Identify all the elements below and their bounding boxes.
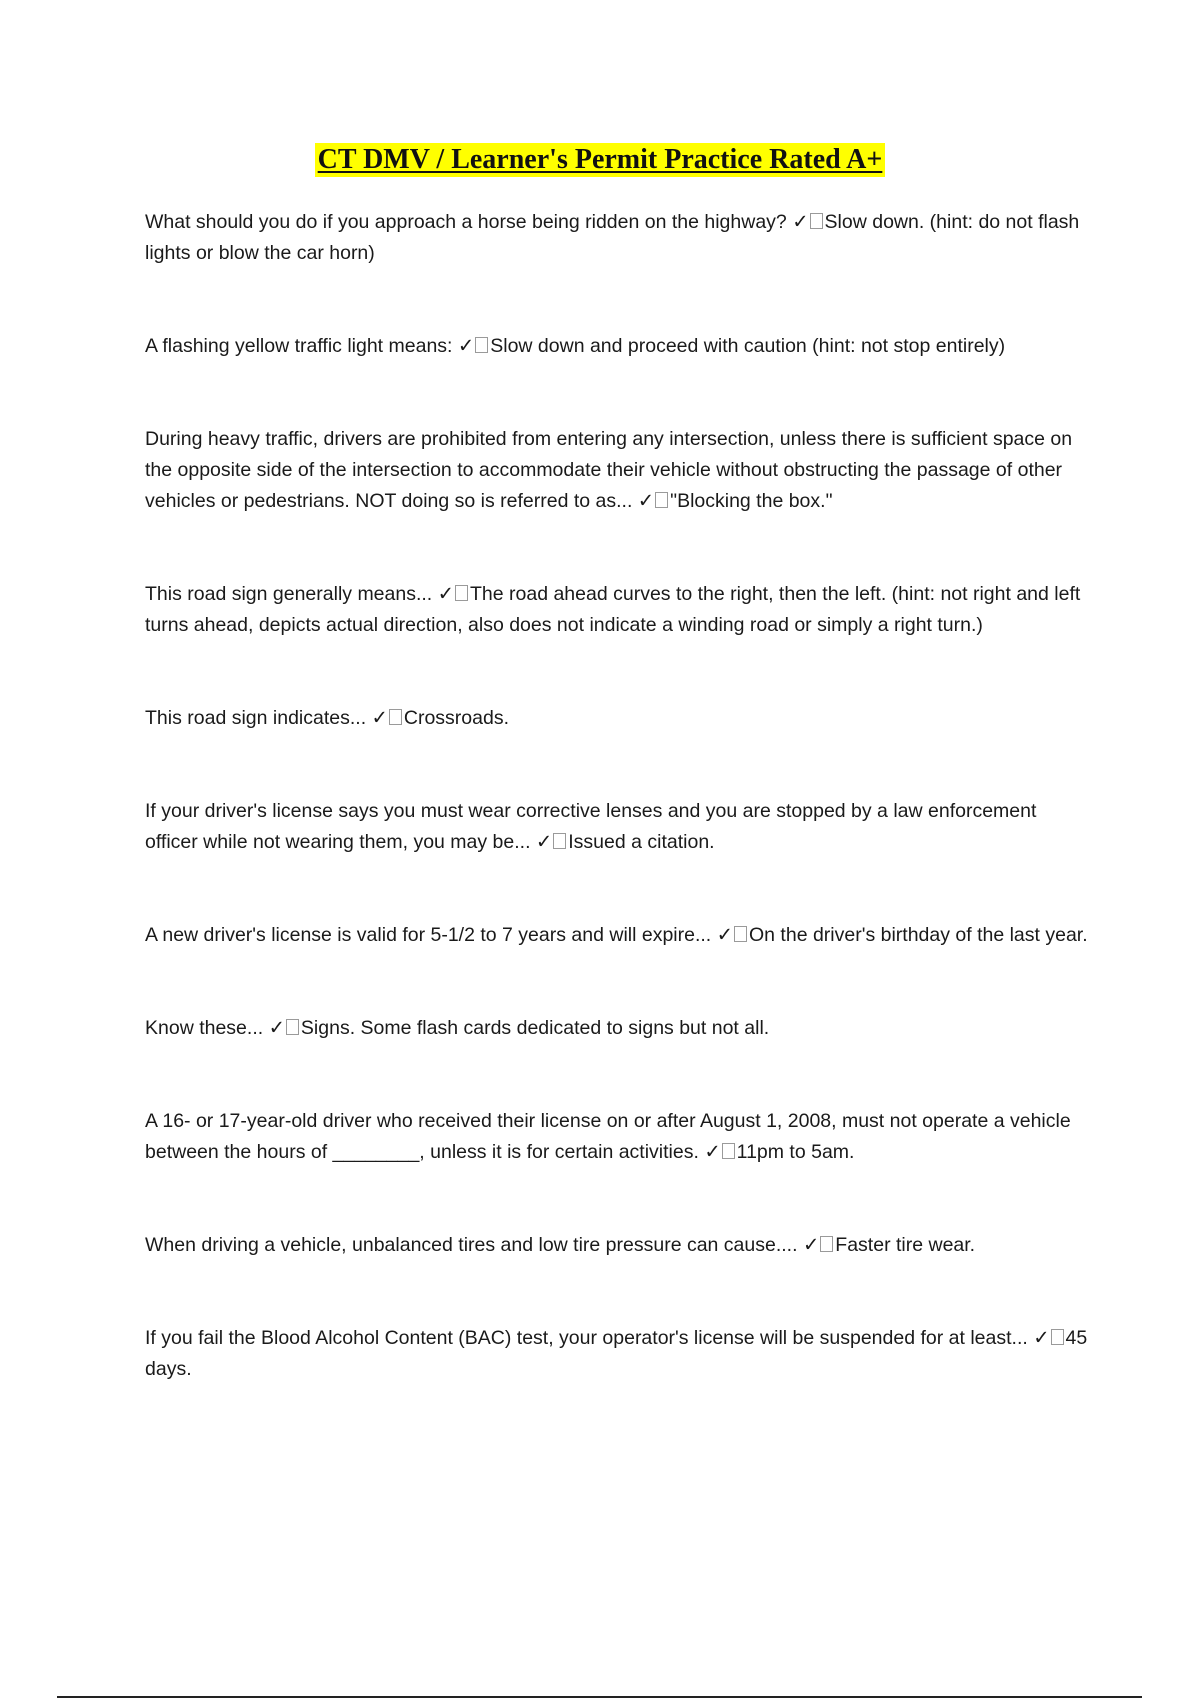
qa-item <box>145 920 1090 951</box>
answer-text: Faster tire wear. <box>835 1234 976 1256</box>
answer-text: "Blocking the box." <box>670 490 833 512</box>
checkmark-icon: ✓ <box>268 1017 285 1039</box>
answer-text: The road ahead curves to the right, then the left. (hint: not right and left turns ahead, depicts actual direction, also does not indicate a winding road or simply a right turn.) <box>145 583 1081 636</box>
title-wrap <box>0 143 1200 177</box>
answer-text: Issued a citation. <box>568 831 715 853</box>
answer-text: Signs. Some flash cards dedicated to signs but not all. <box>300 1017 770 1039</box>
question-text: If you fail the Blood Alcohol Content (BAC) test, your operator's license will be suspended for at least... <box>145 1327 1028 1349</box>
question-text: When driving a vehicle, unbalanced tires and low tire pressure can cause.... <box>145 1234 798 1256</box>
checkbox-icon <box>820 1236 833 1252</box>
checkbox-icon <box>1051 1329 1064 1345</box>
answer-text: Crossroads. <box>403 707 509 729</box>
checkmark-icon: ✓ <box>457 335 475 357</box>
qa-item <box>145 207 1090 269</box>
question-text: A flashing yellow traffic light means: <box>145 335 453 357</box>
page-title: CT DMV / Learner's Permit Practice Rated A+ <box>315 143 886 177</box>
checkbox-icon <box>475 337 488 353</box>
qa-item <box>145 1230 1090 1261</box>
checkmark-icon: ✓ <box>704 1141 721 1163</box>
checkmark-icon: ✓ <box>1033 1327 1050 1349</box>
checkmark-icon: ✓ <box>802 1234 820 1256</box>
question-text: If your driver's license says you must wear corrective lenses and you are stopped by a law enforcement officer while not wearing them, you may be... <box>145 800 1037 853</box>
checkbox-icon <box>722 1143 735 1159</box>
qa-item <box>145 703 1090 734</box>
question-text: During heavy traffic, drivers are prohibited from entering any intersection, unless there is sufficient space on the opposite side of the intersection to accommodate their vehicle without obstructing the passage of other vehicles or pedestrians. NOT doing so is referred to as... <box>145 428 1073 512</box>
qa-item <box>145 1013 1090 1044</box>
qa-list <box>145 207 1090 1385</box>
question-text: A 16- or 17-year-old driver who received their license on or after August 1, 2008, must not operate a vehicle between the hours of ________, unless it is for certain activities. <box>145 1110 1071 1163</box>
qa-item <box>145 579 1090 641</box>
answer-text: 11pm to 5am. <box>736 1141 855 1163</box>
question-text: This road sign indicates... <box>145 707 367 729</box>
checkmark-icon: ✓ <box>371 707 388 729</box>
question-text: A new driver's license is valid for 5-1/2 to 7 years and will expire... <box>145 924 712 946</box>
checkbox-icon <box>734 926 747 942</box>
qa-item <box>145 331 1090 362</box>
checkmark-icon: ✓ <box>535 831 553 853</box>
question-text: This road sign generally means... <box>145 583 433 605</box>
qa-item <box>145 796 1090 858</box>
footer-divider <box>57 1696 1142 1698</box>
question-text: Know these... <box>145 1017 264 1039</box>
qa-item <box>145 424 1090 517</box>
checkmark-icon: ✓ <box>437 583 454 605</box>
checkbox-icon <box>655 492 668 508</box>
answer-text: 45 days. <box>145 1327 1088 1380</box>
answer-text: On the driver's birthday of the last year. <box>749 924 1088 946</box>
checkbox-icon <box>286 1019 299 1035</box>
qa-item <box>145 1323 1090 1385</box>
checkbox-icon <box>389 709 402 725</box>
checkbox-icon <box>810 213 823 229</box>
checkmark-icon: ✓ <box>637 490 655 512</box>
answer-text: Slow down. (hint: do not flash lights or blow the car horn) <box>145 211 1080 264</box>
checkmark-icon: ✓ <box>792 211 809 233</box>
checkbox-icon <box>553 833 566 849</box>
checkbox-icon <box>455 585 468 601</box>
answer-text: Slow down and proceed with caution (hint: not stop entirely) <box>490 335 1006 357</box>
qa-item <box>145 1106 1090 1168</box>
question-text: What should you do if you approach a horse being ridden on the highway? <box>145 211 787 233</box>
checkmark-icon: ✓ <box>716 924 733 946</box>
